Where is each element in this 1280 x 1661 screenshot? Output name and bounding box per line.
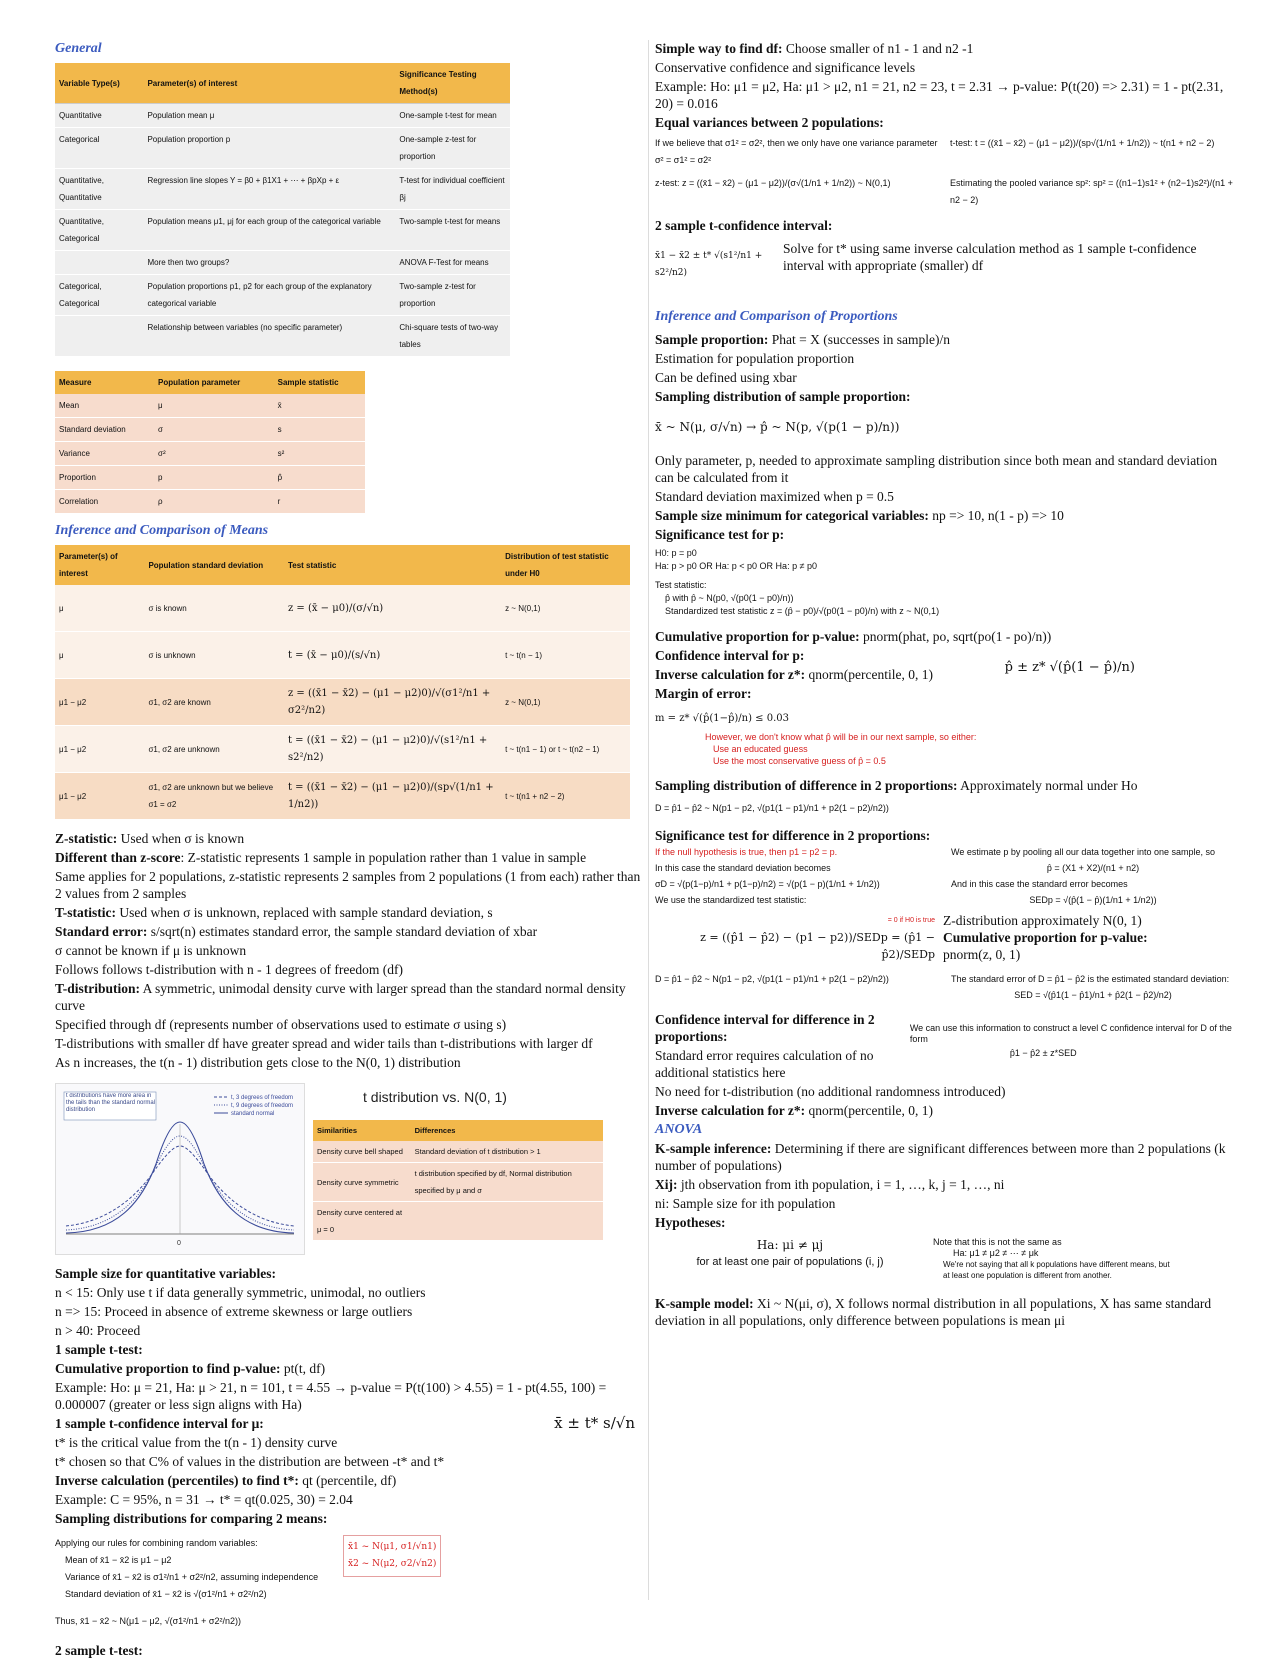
rules-block bbox=[55, 1535, 645, 1603]
eq-item: t-test: t = ((x̄1 − x̄2) − (μ1 − μ2))/(sp√(1/n1 + 1/n2)) ~ t(n1 + n2 − 2) bbox=[950, 138, 1215, 148]
z-formula-wrap bbox=[655, 912, 935, 963]
rules-item: Applying our rules for combining random variables: bbox=[55, 1538, 258, 1548]
measure-table bbox=[55, 371, 365, 514]
table-cell: Correlation bbox=[55, 490, 154, 514]
left-column bbox=[55, 40, 645, 1661]
term: Inverse calculation for z*: bbox=[655, 1103, 806, 1118]
table-header: Parameter(s) of interest bbox=[143, 63, 395, 104]
table-cell: t ~ t(n1 − 1) or t ~ t(n2 − 1) bbox=[501, 726, 630, 773]
comparison-title: t distribution vs. N(0, 1) bbox=[363, 1089, 507, 1105]
term: T-distribution: bbox=[55, 981, 141, 996]
table-cell: Population means μ1, μj for each group of the categorical variable bbox=[143, 210, 395, 251]
pool-formula: p̂ = (X1 + X2)/(n1 + n2) bbox=[1046, 863, 1140, 873]
example-3: Example: Ho: μ1 = μ2, Ha: μ1 > μ2, n1 = 21, n2 = 23, t = 2.31 → p-value: P(t(20) => 2.31) = 1 - pt(2.31, 20) = 0.016 bbox=[655, 79, 1224, 111]
same-applies-note: Same applies for 2 populations, z-statistic represents 2 samples from 2 populations (1 from each) rather than 2 values from 2 samples bbox=[55, 869, 641, 901]
table-header: Population standard deviation bbox=[144, 545, 284, 585]
moe-formula: m = z* √(p̂(1−p̂)/n) ≤ 0.03 bbox=[655, 713, 789, 724]
ci-diff-heading bbox=[655, 1011, 902, 1045]
table-header: Measure bbox=[55, 371, 154, 394]
can-be-note: Can be defined using xbar bbox=[655, 370, 797, 385]
table-cell: μ1 − μ2 bbox=[55, 726, 144, 773]
t-distribution-figure bbox=[55, 1083, 645, 1255]
cum-prop-note bbox=[55, 1360, 645, 1377]
table-cell: σ bbox=[154, 418, 274, 442]
definition: A symmetric, unimodal density curve with larger spread than the standard normal density curve bbox=[55, 981, 626, 1013]
table-cell: σ is known bbox=[144, 585, 284, 632]
table-cell: ANOVA F-Test for means bbox=[395, 251, 510, 275]
note-line: We're not saying that all k populations have different means, but at least one population is different from another. bbox=[943, 1260, 1170, 1280]
table-cell: Population proportion p bbox=[143, 128, 395, 169]
table-row bbox=[313, 1141, 603, 1163]
eq-item: Estimating the pooled variance sp²: sp² = ((n1−1)s1² + (n2−1)s2²)/(n1 + n2 − 2) bbox=[950, 178, 1233, 205]
ni-note: ni: Sample size for ith population bbox=[655, 1196, 836, 1211]
z-stat-block bbox=[655, 912, 1235, 963]
table-cell: Variance bbox=[55, 442, 154, 466]
table-cell bbox=[411, 1202, 603, 1241]
comparison-panel bbox=[313, 1083, 603, 1241]
term: Sampling distribution of difference in 2 proportions: bbox=[655, 778, 958, 793]
means-test-table bbox=[55, 545, 630, 820]
two-sample-ci-formula: x̄1 − x̄2 ± t* √(s1²/n1 + s2²/n2) bbox=[655, 251, 763, 278]
term: Sample size minimum for categorical variables: bbox=[655, 508, 929, 523]
table-row bbox=[55, 442, 365, 466]
smaller-df-note: T-distributions with smaller df have greater spread and wider tails than t-distributions with larger df bbox=[55, 1036, 593, 1051]
table-header: Variable Type(s) bbox=[55, 63, 143, 104]
term: Sample proportion: bbox=[655, 332, 769, 347]
table-cell bbox=[55, 251, 143, 275]
t-distribution-note bbox=[55, 980, 645, 1014]
n-ge-15: n => 15: Proceed in absence of extreme skewness or large outliers bbox=[55, 1304, 413, 1319]
table-cell: Quantitative, Quantitative bbox=[55, 169, 143, 210]
table-cell: μ1 − μ2 bbox=[55, 773, 144, 820]
section-anova-heading: ANOVA bbox=[655, 1122, 703, 1137]
table-cell: Quantitative bbox=[55, 104, 143, 128]
sig-item: Standardized test statistic z = (p̂ − p0)/√(p0(1 − p0)/n) with z ~ N(0,1) bbox=[665, 606, 940, 616]
definition: Used when σ is known bbox=[117, 831, 245, 846]
note-text: t distributions have more area in the tails than the standard normal distribution bbox=[66, 1093, 156, 1113]
ci-block bbox=[55, 1415, 645, 1470]
table-cell: Categorical, Categorical bbox=[55, 275, 143, 316]
eq-item: If we believe that σ1² = σ2², then we only have one variance parameter σ² = σ1² = σ2² bbox=[655, 138, 938, 165]
rules-item: Variance of x̄1 − x̄2 is σ1²/n1 + σ2²/n2, assuming independence bbox=[65, 1572, 319, 1582]
table-cell: Population proportions p1, p2 for each group of the explanatory categorical variable bbox=[143, 275, 395, 316]
table-header: Similarities bbox=[313, 1120, 411, 1141]
term: Z-statistic: bbox=[55, 831, 118, 846]
simple-way-note bbox=[655, 40, 1235, 57]
table-cell: σ² bbox=[154, 442, 274, 466]
heading: Equal variances between 2 populations: bbox=[655, 115, 884, 130]
table-row bbox=[313, 1163, 603, 1202]
heading: Sampling distributions for comparing 2 means: bbox=[55, 1511, 328, 1526]
table-cell: σ1, σ2 are known bbox=[144, 679, 284, 726]
sig-item: Ha: p > p0 OR Ha: p < p0 OR Ha: p ≠ p0 bbox=[655, 561, 818, 571]
sig-test-items bbox=[655, 547, 1235, 618]
section-proportions-heading: Inference and Comparison of Proportions bbox=[655, 309, 898, 324]
table-cell: s bbox=[274, 418, 365, 442]
tstar-1: t* is the critical value from the t(n - 1) density curve bbox=[55, 1435, 338, 1450]
heading: Sampling distribution of sample proportion: bbox=[655, 389, 911, 404]
cum-z: Cumulative proportion for p-value: bbox=[943, 930, 1148, 945]
heading: Confidence interval for difference in 2 proportions: bbox=[655, 1012, 875, 1044]
sig-diff-note: If the null hypothesis is true, then p1 = p2 = p. bbox=[655, 847, 838, 857]
moe-note bbox=[655, 731, 1235, 767]
definition: qt (percentile, df) bbox=[298, 1473, 397, 1488]
thus-formula: Thus, x̄1 − x̄2 ~ N(μ1 − μ2, √(σ1²/n1 + σ2²/n2)) bbox=[55, 1616, 241, 1626]
term: K-sample inference: bbox=[655, 1141, 772, 1156]
term: Inverse calculation for z*: bbox=[655, 667, 806, 682]
table-cell: t ~ t(n − 1) bbox=[501, 632, 630, 679]
rules-box-line: x̄2 ~ N(μ2, σ2/√n2) bbox=[348, 1559, 437, 1569]
heading: 2 sample t-test: bbox=[55, 1643, 143, 1658]
example-1: Example: Ho: μ = 21, Ha: μ > 21, n = 101, t = 4.55 → p-value = P(t(100) > 4.55) = 1 - pt(4.55, 100) = 0.000007 (greater or less sign aligns with Ha) bbox=[55, 1380, 607, 1412]
definition: Phat = X (successes in sample)/n bbox=[768, 332, 950, 347]
std-err-req: Standard error requires calculation of no additional statistics here bbox=[655, 1048, 874, 1080]
table-cell bbox=[55, 316, 143, 357]
table-row bbox=[55, 490, 365, 514]
sigma-note: σ cannot be known if μ is unknown bbox=[55, 943, 247, 958]
inverse-calc-note bbox=[55, 1472, 645, 1489]
estimation-note: Estimation for population proportion bbox=[655, 351, 855, 366]
table-row bbox=[55, 679, 630, 726]
ci-diff-formula: p̂1 − p̂2 ± z*SED bbox=[1009, 1048, 1077, 1058]
table-cell: x̄ bbox=[274, 394, 365, 418]
sig-item: p̂ with p̂ ~ N(p0, √(p0(1 − p0)/n)) bbox=[665, 593, 794, 603]
table-cell: Population mean μ bbox=[143, 104, 395, 128]
term: Xij: bbox=[655, 1177, 678, 1192]
heading: 1 sample t-confidence interval for μ: bbox=[55, 1416, 264, 1431]
variable-type-table bbox=[55, 63, 510, 357]
legend-t9: t, 9 degrees of freedom bbox=[231, 1103, 294, 1109]
definition: Approximately normal under Ho bbox=[957, 778, 1138, 793]
as-n-note: As n increases, the t(n - 1) distribution gets close to the N(0, 1) distribution bbox=[55, 1055, 461, 1070]
example-2: Example: C = 95%, n = 31 → t* = qt(0.025, 30) = 2.04 bbox=[55, 1492, 353, 1507]
table-cell: T-test for individual coefficient βj bbox=[395, 169, 510, 210]
moe-note-line: However, we don't know what p̂ will be in our next sample, so either: bbox=[705, 732, 977, 742]
table-cell: More then two groups? bbox=[143, 251, 395, 275]
table-cell: r bbox=[274, 490, 365, 514]
standard-error-note bbox=[55, 923, 645, 940]
table-cell: z = (x̄ − μ0)/(σ/√n) bbox=[284, 585, 501, 632]
table-header: Sample statistic bbox=[274, 371, 365, 394]
se-formula: SEDp = √(p̂(1 − p̂)(1/n1 + 1/n2)) bbox=[1029, 895, 1157, 905]
n-gt-40: n > 40: Proceed bbox=[55, 1323, 141, 1338]
ci-diff-note: We can use this information to construct a level C confidence interval for D of the form bbox=[909, 1023, 1232, 1044]
table-cell: μ1 − μ2 bbox=[55, 679, 144, 726]
z-approx: Z-distribution approximately N(0, 1) bbox=[943, 913, 1142, 928]
table-cell: s² bbox=[274, 442, 365, 466]
table-cell: z = ((x̄1 − x̄2) − (μ1 − μ2)0)/√(σ1²/n1 + σ2²/n2) bbox=[284, 679, 501, 726]
zero-note: = 0 if H0 is true bbox=[887, 917, 935, 924]
sampling-dist-heading bbox=[55, 1510, 645, 1527]
term: Inverse calculation (percentiles) to find t*: bbox=[55, 1473, 299, 1488]
table-cell: Relationship between variables (no specific parameter) bbox=[143, 316, 395, 357]
ha-formula: Ha: μi ≠ μj bbox=[756, 1238, 824, 1252]
ci-formula: x̄ ± t* s/√n bbox=[554, 1414, 635, 1432]
term: K-sample model: bbox=[655, 1296, 754, 1311]
table-row bbox=[55, 128, 510, 169]
one-sample-t-heading bbox=[55, 1341, 645, 1358]
heading: Margin of error: bbox=[655, 686, 752, 701]
table-cell: Regression line slopes Y = β0 + β1X1 + ⋯ + βpXp + ε bbox=[143, 169, 395, 210]
rules-item: Standard deviation of x̄1 − x̄2 is √(σ1²/n1 + σ2²/n2) bbox=[65, 1589, 267, 1599]
specified-note: Specified through df (represents number of observations used to estimate σ using s) bbox=[55, 1017, 507, 1032]
moe-note-line: Use the most conservative guess of p̂ = 0.5 bbox=[713, 756, 886, 766]
section-general-heading: General bbox=[55, 41, 102, 56]
rules-box-line: x̄1 ~ N(μ1, σ1/√n1) bbox=[348, 1542, 437, 1552]
note-text-wrap bbox=[66, 1093, 156, 1121]
eq-item: z-test: z = ((x̄1 − x̄2) − (μ1 − μ2))/(σ√(1/n1 + 1/n2)) ~ N(0,1) bbox=[655, 178, 891, 188]
sample-min-note bbox=[655, 507, 1235, 524]
table-cell: Density curve bell shaped bbox=[313, 1141, 411, 1163]
z-formula: z = ((p̂1 − p̂2) − (p1 − p2))/SEDp = (p̂1 − p̂2)/SEDp bbox=[700, 931, 935, 961]
table-cell: t = (x̄ − μ0)/(s/√n) bbox=[284, 632, 501, 679]
table-cell: Standard deviation of t distribution > 1 bbox=[411, 1141, 603, 1163]
two-sample-ci-heading bbox=[655, 217, 1235, 234]
table-row bbox=[313, 1202, 603, 1241]
table-cell: μ bbox=[55, 585, 144, 632]
z-statistic-note bbox=[55, 830, 645, 847]
table-row bbox=[55, 632, 630, 679]
tstar-2: t* chosen so that C% of values in the distribution are between -t* and t* bbox=[55, 1454, 445, 1469]
table-cell: Standard deviation bbox=[55, 418, 154, 442]
rules-item: Mean of x̄1 − x̄2 is μ1 − μ2 bbox=[65, 1555, 172, 1565]
inv-z-note bbox=[655, 666, 1235, 683]
two-sample-t-heading bbox=[55, 1642, 645, 1659]
axis-zero-label: 0 bbox=[177, 1240, 181, 1247]
table-row bbox=[55, 418, 365, 442]
table-cell: Chi-square tests of two-way tables bbox=[395, 316, 510, 357]
definition: Choose smaller of n1 - 1 and n2 -1 bbox=[782, 41, 974, 56]
sampling-prop-formula: x̄ ~ N(μ, σ/√n) → p̂ ~ N(p, √(p(1 − p)/n)) bbox=[655, 420, 900, 434]
two-sample-ci-block bbox=[655, 240, 1235, 282]
table-row bbox=[55, 394, 365, 418]
moe-note-line: Use an educated guess bbox=[713, 744, 808, 754]
term: Cumulative proportion to find p-value: bbox=[55, 1361, 281, 1376]
definition: Xi ~ N(μi, σ), X follows normal distribution in all populations, X has same standard deviation in all populations, only difference between populations is mean μi bbox=[655, 1296, 1212, 1328]
sig-diff-heading bbox=[655, 827, 1235, 844]
table-header: Population parameter bbox=[154, 371, 274, 394]
sig-test-p-heading bbox=[655, 526, 1235, 543]
table-row bbox=[55, 466, 365, 490]
ci-diff-side bbox=[910, 1011, 1235, 1059]
hypotheses-heading bbox=[655, 1214, 1235, 1231]
use-std: We use the standardized test statistic: bbox=[655, 895, 807, 905]
sd-max-note: Standard deviation maximized when p = 0.5 bbox=[655, 489, 894, 504]
term: Cumulative proportion for p-value: bbox=[655, 629, 860, 644]
table-cell: t ~ t(n1 + n2 − 2) bbox=[501, 773, 630, 820]
moe-heading bbox=[655, 685, 1235, 702]
heading: Hypotheses: bbox=[655, 1215, 726, 1230]
note-line: Ha: μ1 ≠ μ2 ≠ ⋯ ≠ μk bbox=[953, 1248, 1039, 1258]
comparison-table bbox=[313, 1120, 603, 1241]
cum-prop-p-note bbox=[655, 628, 1235, 645]
conservative-note: Conservative confidence and significance levels bbox=[655, 60, 916, 75]
term: Simple way to find df: bbox=[655, 41, 783, 56]
only-param-note: Only parameter, p, needed to approximate sampling distribution since both mean and standard deviation can be calculated from it bbox=[655, 453, 1218, 485]
table-cell: p bbox=[154, 466, 274, 490]
k-model-note bbox=[655, 1295, 1235, 1329]
rules-box bbox=[343, 1535, 441, 1577]
definition: jth observation from ith population, i = 1, …, k, j = 1, …, ni bbox=[677, 1177, 1005, 1192]
definition: qnorm(percentile, 0, 1) bbox=[805, 667, 933, 682]
table-header: Distribution of test statistic under H0 bbox=[501, 545, 630, 585]
sampling-diff-formula: D = p̂1 − p̂2 ~ N(p1 − p2, √(p1(1 − p1)/n1 + p2(1 − p2)/n2)) bbox=[655, 803, 889, 813]
equal-variance-items bbox=[655, 135, 1235, 209]
heading: 1 sample t-test: bbox=[55, 1342, 143, 1357]
z-score-note bbox=[55, 849, 645, 866]
table-cell: t = ((x̄1 − x̄2) − (μ1 − μ2)0)/√(s1²/n1 + s2²/n2) bbox=[284, 726, 501, 773]
table-cell: σ1, σ2 are unknown bbox=[144, 726, 284, 773]
definition: pt(t, df) bbox=[280, 1361, 326, 1376]
ci-diff-text bbox=[655, 1011, 902, 1083]
table-cell: Two-sample t-test for means bbox=[395, 210, 510, 251]
definition: : Z-statistic represents 1 sample in population rather than 1 value in sample bbox=[180, 850, 587, 865]
solve-for-note: Solve for t* using same inverse calculation method as 1 sample t-confidence interval with appropriate (smaller) df bbox=[783, 241, 1197, 273]
table-cell: Two-sample z-test for proportion bbox=[395, 275, 510, 316]
sig-diff-grid bbox=[655, 846, 1235, 906]
sd-becomes: In this case the standard deviation becomes bbox=[655, 863, 831, 873]
table-row bbox=[55, 210, 510, 251]
density-chart bbox=[55, 1083, 305, 1255]
heading: Sample size for quantitative variables: bbox=[55, 1266, 276, 1281]
z-approx-block bbox=[943, 912, 1148, 963]
table-header: Differences bbox=[411, 1120, 603, 1141]
se-becomes: And in this case the standard error becomes bbox=[951, 879, 1128, 889]
d-grid bbox=[655, 973, 1235, 1001]
table-cell: ρ bbox=[154, 490, 274, 514]
definition: pnorm(phat, po, sqrt(po(1 - po)/n)) bbox=[859, 629, 1052, 644]
sig-item: Test statistic: bbox=[655, 580, 707, 590]
term: Different than z-score bbox=[55, 850, 181, 865]
table-cell: μ bbox=[154, 394, 274, 418]
ha-for: for at least one pair of populations (i, j) bbox=[696, 1256, 884, 1268]
ci-p-block bbox=[655, 647, 1235, 702]
table-cell: Categorical bbox=[55, 128, 143, 169]
table-row bbox=[55, 585, 630, 632]
table-cell: p̂ bbox=[274, 466, 365, 490]
table-cell: Quantitative, Categorical bbox=[55, 210, 143, 251]
ci-diff-block bbox=[655, 1011, 1235, 1083]
table-cell: z ~ N(0,1) bbox=[501, 585, 630, 632]
table-row bbox=[55, 275, 510, 316]
table-cell: Density curve centered at μ = 0 bbox=[313, 1202, 411, 1241]
xij-note bbox=[655, 1176, 1235, 1193]
table-header: Test statistic bbox=[284, 545, 501, 585]
k-sample-note bbox=[655, 1140, 1235, 1174]
table-cell: z ~ N(0,1) bbox=[501, 679, 630, 726]
definition: s/sqrt(n) estimates standard error, the sample standard deviation of xbar bbox=[147, 924, 538, 939]
sampling-diff-note bbox=[655, 777, 1235, 794]
table-cell: One-sample z-test for proportion bbox=[395, 128, 510, 169]
table-cell: Density curve symmetric bbox=[313, 1163, 411, 1202]
t-statistic-note bbox=[55, 904, 645, 921]
table-cell: σ is unknown bbox=[144, 632, 284, 679]
table-row bbox=[55, 773, 630, 820]
table-cell: One-sample t-test for mean bbox=[395, 104, 510, 128]
se-note: The standard error of D = p̂1 − p̂2 is the estimated standard deviation: bbox=[951, 974, 1230, 984]
table-row bbox=[55, 104, 510, 128]
table-row bbox=[55, 251, 510, 275]
d-formula: D = p̂1 − p̂2 ~ N(p1 − p2, √(p1(1 − p1)/n1 + p2(1 − p2)/n2)) bbox=[655, 974, 889, 984]
heading: Significance test for p: bbox=[655, 527, 785, 542]
legend-normal: standard normal bbox=[231, 1111, 275, 1117]
table-row bbox=[55, 726, 630, 773]
definition: Determining if there are significant differences between more than 2 populations (k number of populations) bbox=[655, 1141, 1226, 1173]
heading: Significance test for difference in 2 proportions: bbox=[655, 828, 931, 843]
heading: 2 sample t-confidence interval: bbox=[655, 218, 833, 233]
hypotheses-block bbox=[655, 1237, 1235, 1281]
density-curves-svg bbox=[56, 1084, 304, 1254]
section-means-heading: Inference and Comparison of Means bbox=[55, 523, 269, 538]
table-cell: σ1, σ2 are unknown but we believe σ1 = σ2 bbox=[144, 773, 284, 820]
sample-prop-note bbox=[655, 331, 1235, 348]
term: T-statistic: bbox=[55, 905, 116, 920]
pnorm-z: pnorm(z, 0, 1) bbox=[943, 947, 1021, 962]
column-divider bbox=[648, 40, 649, 1600]
ci-p-heading bbox=[655, 647, 1235, 664]
heading: Confidence interval for p: bbox=[655, 648, 805, 663]
sd-formula: σD = √(p(1−p)/n1 + p(1−p)/n2) = √(p(1 − p)(1/n1 + 1/n2)) bbox=[655, 879, 880, 889]
rules-list bbox=[55, 1535, 335, 1603]
n-lt-15: n < 15: Only use t if data generally symmetric, unimodal, no outliers bbox=[55, 1285, 426, 1300]
table-cell: μ bbox=[55, 632, 144, 679]
table-cell: Proportion bbox=[55, 466, 154, 490]
term: Standard error: bbox=[55, 924, 148, 939]
table-cell: Mean bbox=[55, 394, 154, 418]
table-cell: t = ((x̄1 − x̄2) − (μ1 − μ2)0)/(sp√(1/n1 + 1/n2)) bbox=[284, 773, 501, 820]
sample-size-heading bbox=[55, 1265, 645, 1282]
pool-note: We estimate p by pooling all our data together into one sample, so bbox=[951, 847, 1215, 857]
ha-block bbox=[655, 1237, 925, 1271]
right-column bbox=[655, 40, 1235, 1331]
sampling-prop-heading bbox=[655, 388, 1235, 405]
table-cell: t distribution specified by df, Normal distribution specified by μ and σ bbox=[411, 1163, 603, 1202]
follows-note: Follows follows t-distribution with n - 1 degrees of freedom (df) bbox=[55, 962, 403, 977]
legend-t3: t, 3 degrees of freedom bbox=[231, 1095, 294, 1101]
table-header: Significance Testing Method(s) bbox=[395, 63, 510, 104]
equal-variance-heading bbox=[655, 114, 1235, 131]
sig-item: H0: p = p0 bbox=[655, 548, 697, 558]
note-line: Note that this is not the same as bbox=[933, 1237, 1062, 1247]
table-row bbox=[55, 169, 510, 210]
ci-p-formula: p̂ ± z* √(p̂(1 − p̂)/n) bbox=[1004, 660, 1135, 675]
se-d-formula: SED = √(p̂1(1 − p̂1)/n1 + p̂2(1 − p̂2)/n2) bbox=[1014, 990, 1172, 1000]
definition: qnorm(percentile, 0, 1) bbox=[805, 1103, 933, 1118]
no-need-note: No need for t-distribution (no additional randomness introduced) bbox=[655, 1084, 1006, 1099]
ha-note bbox=[933, 1237, 1173, 1281]
definition: np => 10, n(1 - p) => 10 bbox=[928, 508, 1064, 523]
definition: Used when σ is unknown, replaced with sample standard deviation, s bbox=[116, 905, 493, 920]
inv-z2-note bbox=[655, 1102, 1235, 1119]
table-row bbox=[55, 316, 510, 357]
table-header: Parameter(s) of interest bbox=[55, 545, 144, 585]
